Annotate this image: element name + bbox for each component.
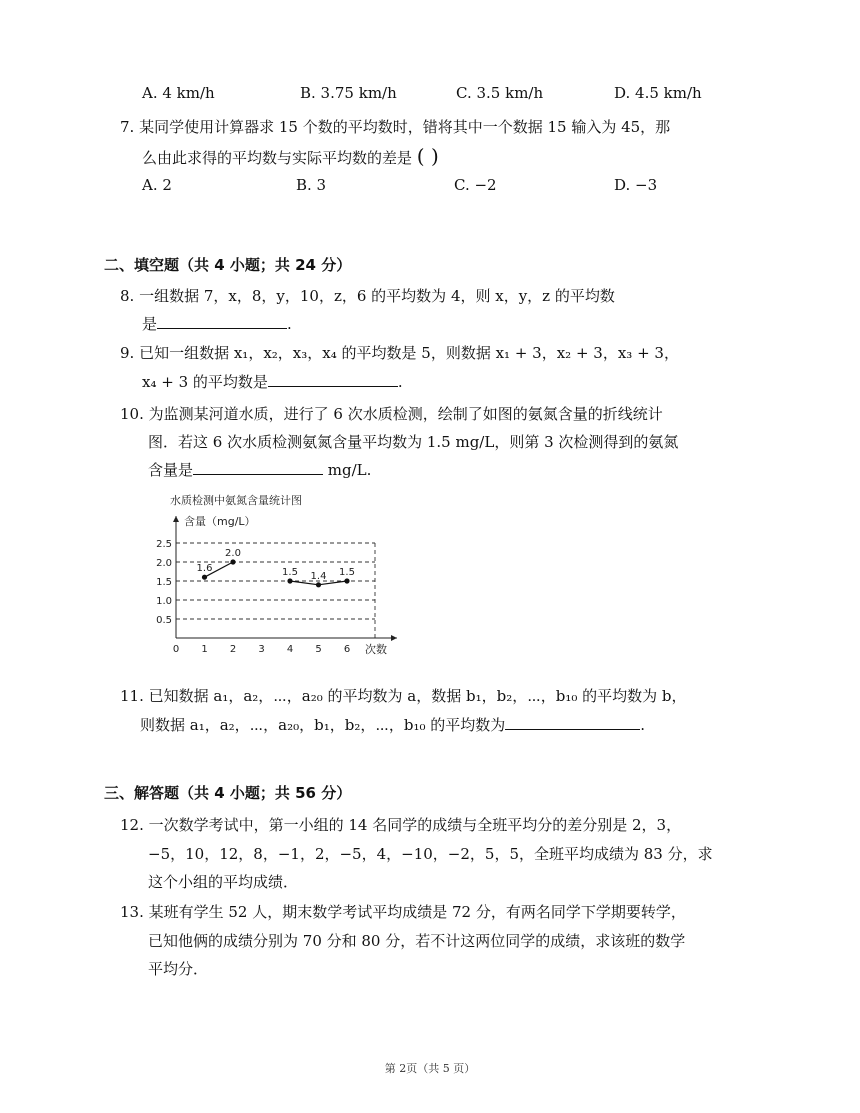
y-tick-label-2: 1.5 [156,577,172,588]
x-tick-label-5: 5 [315,644,322,655]
data-point-1-2 [344,578,349,583]
q8-line1: 8. 一组数据 7，x，8，y，10，z，6 的平均数为 4，则 x，y，z 的平均数 [120,287,615,305]
q9-line1: 9. 已知一组数据 x₁，x₂，x₃，x₄ 的平均数是 5，则数据 x₁ + 3，x₂ + 3，x₃ + 3， [120,344,679,362]
q12-line1: 12. 一次数学考试中，第一小组的 14 名同学的成绩与全班平均分的差分别是 2，3， [120,816,682,834]
data-point-1-1 [316,582,321,587]
data-point-0-0 [202,575,207,580]
q7-option-d: D. −3 [614,176,658,194]
q7-option-b: B. 3 [296,176,327,194]
data-point-1-0 [287,578,292,583]
q6-option-d: D. 4.5 km/h [614,84,702,102]
q12-line2: −5，10，12，8，−1，2，−5，4，−10，−2，5，5，全班平均成绩为 83 分，求 [148,845,713,863]
q9-line2-post: . [397,373,403,391]
y-tick-label-3: 2.0 [156,558,172,569]
q6-option-b: B. 3.75 km/h [300,84,397,102]
y-tick-label-4: 2.5 [156,539,172,550]
q9-answer-blank [268,372,398,387]
q11-line2-post: . [640,716,646,734]
q7-line1: 7. 某同学使用计算器求 15 个数的平均数时，错将其中一个数据 15 输入为 45，那 [120,118,671,136]
q8-line2-post: . [287,315,292,333]
q7-answer-paren: ( ) [416,144,439,168]
ammonia-line-chart [140,490,410,665]
y-tick-label-0: 0.5 [156,615,172,626]
q8-line2 [142,314,292,334]
y-tick-label-1: 1.0 [156,596,172,607]
q11-line1: 11. 已知数据 a₁，a₂，⋯，a₂₀ 的平均数为 a，数据 b₁，b₂，⋯，b₁₀ 的平均数为 b， [120,687,687,705]
data-point-0-1 [230,559,235,564]
q10-line3-post: mg/L. [323,461,372,479]
data-label-1-2: 1.5 [339,567,355,578]
page-footer: 第 2页（共 5 页） [384,1062,476,1075]
chart-ylabel: 含量（mg/L） [184,515,256,528]
chart-xlabel: 次数 [365,643,387,656]
q8-answer-blank [157,314,287,329]
q13-line2: 已知他俩的成绩分别为 70 分和 80 分，若不计这两位同学的成绩，求该班的数学 [148,932,686,950]
q10-answer-blank [193,460,323,475]
section3-heading: 三、解答题（共 4 小题；共 56 分） [104,784,352,802]
data-label-0-0: 1.6 [196,563,213,575]
q10-line2: 图．若这 6 次水质检测氨氮含量平均数为 1.5 mg/L，则第 3 次检测得到的氨氮 [148,433,679,451]
x-tick-label-3: 3 [258,644,265,655]
data-label-0-1: 2.0 [225,548,241,559]
q13-line3: 平均分． [148,960,209,978]
q7-line2-text: 么由此求得的平均数与实际平均数的差是 [142,149,413,167]
q7-option-a: A. 2 [142,176,172,194]
chart-title: 水质检测中氨氮含量统计图 [170,494,302,507]
section2-heading: 二、填空题（共 4 小题；共 24 分） [104,256,352,274]
q8-line2-pre: 是 [142,315,158,333]
q7-option-c: C. −2 [454,176,497,194]
data-label-1-0: 1.5 [282,567,298,578]
x-tick-label-6: 6 [343,644,351,655]
q12-line3: 这个小组的平均成绩． [148,873,299,891]
q9-line2 [142,372,403,392]
q11-line2 [140,715,645,735]
q9-line2-pre: x₄ + 3 的平均数是 [142,373,268,391]
x-tick-label-1: 1 [201,644,208,655]
q10-line3-pre: 含量是 [148,461,194,479]
q6-option-c: C. 3.5 km/h [456,84,544,102]
q11-answer-blank [505,715,640,730]
q11-line2-pre: 则数据 a₁，a₂，⋯，a₂₀，b₁，b₂，⋯，b₁₀ 的平均数为 [140,716,506,734]
q13-line1: 13. 某班有学生 52 人，期末数学考试平均成绩是 72 分，有两名同学下学期要转学， [120,903,686,921]
q6-option-a: A. 4 km/h [142,84,215,102]
x-tick-label-2: 2 [229,644,237,655]
q10-line1: 10. 为监测某河道水质，进行了 6 次水质检测，绘制了如图的氨氮含量的折线统计 [120,405,663,423]
x-tick-label-4: 4 [286,644,294,655]
x-tick-label-0: 0 [172,644,180,655]
q10-line3 [148,460,371,480]
q7-line2 [142,146,439,168]
data-label-1-1: 1.4 [310,570,327,582]
